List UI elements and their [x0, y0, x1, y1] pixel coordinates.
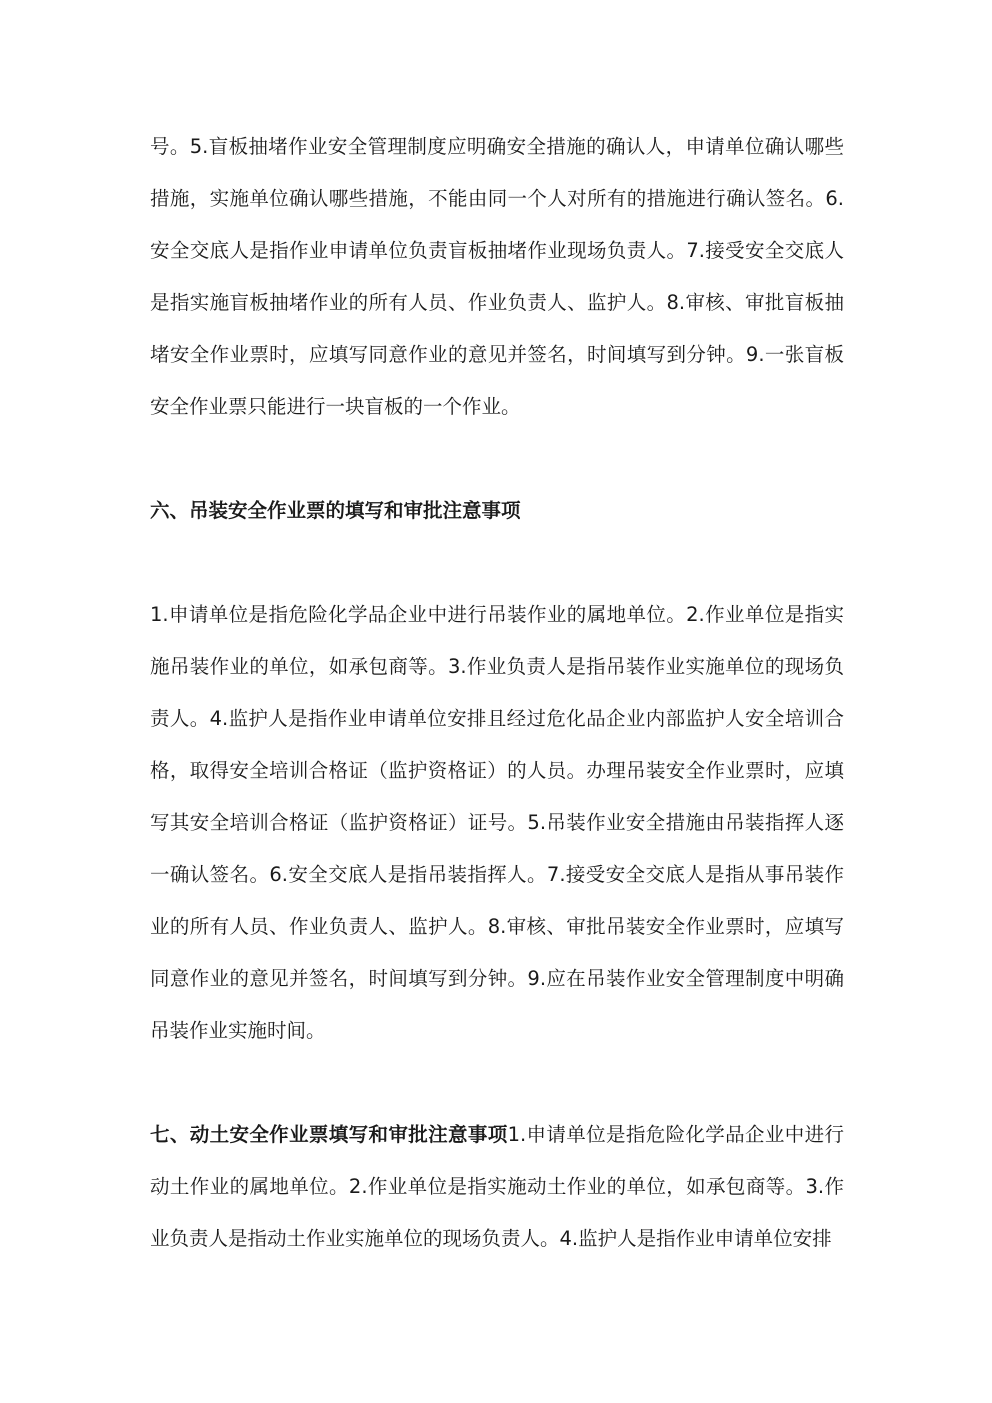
section-6-body: 1.申请单位是指危险化学品企业中进行吊装作业的属地单位。2.作业单位是指实施吊装作业的单位，如承包商等。3.作业负责人是指吊装作业实施单位的现场负责人。4.监护人是指作业申请单位安排且经过危化品企业内部监护人安全培训合格，取得安全培训合格证（监护资格证）的人员。办理吊装安全作业票时，应填写其安全培训合格证（监护资格证）证号。5.吊装作业安全措施由吊装指挥人逐一确认签名。6.安全交底人是指吊装指挥人。7.接受安全交底人是指从事吊装作业的所有人员、作业负责人、监护人。8.审核、审批吊装安全作业票时，应填写同意作业的意见并签名，时间填写到分钟。9.应在吊装作业安全管理制度中明确吊装作业实施时间。	[150, 603, 844, 1042]
section-7-body: 1.申请单位是指危险化学品企业中进行动土作业的属地单位。2.作业单位是指实施动土作业的单位，如承包商等。3.作业负责人是指动土作业实施单位的现场负责人。4.监护人是指作业申请单位安排	[150, 1123, 844, 1250]
section-6-heading: 六、吊装安全作业票的填写和审批注意事项	[150, 499, 521, 522]
paragraph-blind-plate-notes: 号。5.盲板抽堵作业安全管理制度应明确安全措施的确认人，申请单位确认哪些措施，实施单位确认哪些措施，不能由同一个人对所有的措施进行确认签名。6.安全交底人是指作业申请单位负责盲板抽堵作业现场负责人。7.接受安全交底人是指实施盲板抽堵作业的所有人员、作业负责人、监护人。8.审核、审批盲板抽堵安全作业票时，应填写同意作业的意见并签名，时间填写到分钟。9.一张盲板安全作业票只能进行一块盲板的一个作业。	[150, 135, 844, 418]
section-7-heading: 七、动土安全作业票填写和审批注意事项	[150, 1123, 508, 1146]
section-7-paragraph	[150, 1109, 844, 1265]
